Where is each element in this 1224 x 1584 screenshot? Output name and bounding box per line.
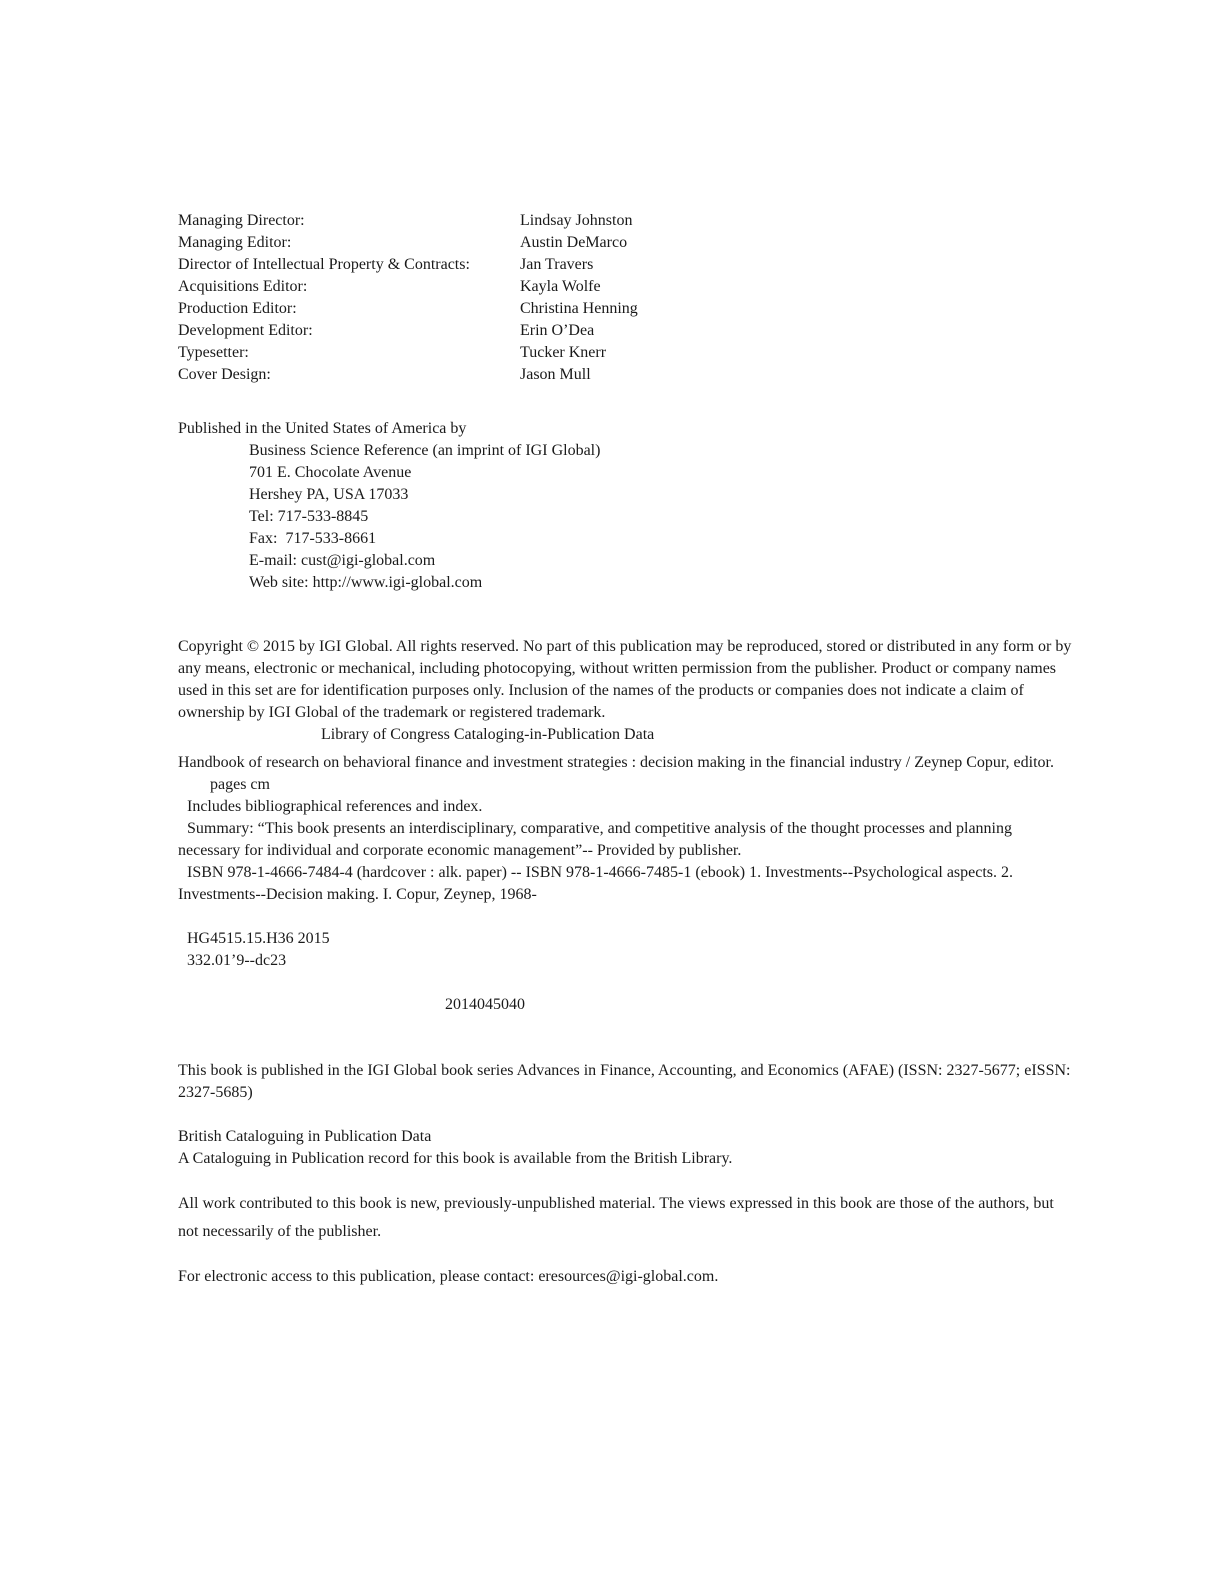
staff-name: Erin O’Dea [520,322,595,339]
staff-credits [178,210,1078,386]
lc-classification: HG4515.15.H36 2015 [187,930,330,947]
staff-name: Christina Henning [520,300,638,317]
cip-summary: Summary: “This book presents an interdisciplinary, comparative, and competitive analysis of the thought processes and planning necessary for individual and corporate economic management”-- Provided by publisher. [178,820,1012,859]
lccn-number: 2014045040 [445,996,525,1013]
publisher-city: Hershey PA, USA 17033 [249,486,409,503]
staff-role: Production Editor: [178,300,297,317]
british-cip [178,1126,1078,1170]
staff-name: Jason Mull [520,366,591,383]
staff-role: Cover Design: [178,366,271,383]
cip-isbn: ISBN 978-1-4666-7484-4 (hardcover : alk. paper) -- ISBN 978-1-4666-7485-1 (ebook) 1. Investments--Psychological aspects. 2. Investments--Decision making. I. Copur, Zeynep, 1968- [178,864,1014,903]
staff-name: Kayla Wolfe [520,278,601,295]
publisher-fax: Fax: 717-533-8661 [249,530,377,547]
staff-name: Austin DeMarco [520,234,628,251]
classification-numbers [178,928,1078,972]
staff-name: Tucker Knerr [520,344,607,361]
staff-role: Managing Editor: [178,234,292,251]
publisher-imprint: Business Science Reference (an imprint of IGI Global) [249,442,601,459]
loc-cip-heading: Library of Congress Cataloging-in-Publication Data [321,726,655,743]
publisher-address [178,440,1078,594]
copyright-text: Copyright © 2015 by IGI Global. All rights reserved. No part of this publication may be reproduced, stored or distributed in any form or by any means, electronic or mechanical, including photocopying, without written permission from the publisher. Product or company names used in this set are for identification purposes only. Inclusion of the names of the products or companies does not indicate a claim of ownership by IGI Global of the trademark or registered trademark. [178,638,1072,721]
publisher-street: 701 E. Chocolate Avenue [249,464,412,481]
staff-role: Managing Director: [178,212,305,229]
cip-title-line: Handbook of research on behavioral finance and investment strategies : decision making in the financial industry / Zeynep Copur, editor. [178,754,1054,771]
cip-record [178,752,1078,906]
publisher-email: E-mail: cust@igi-global.com [249,552,436,569]
series-statement: This book is published in the IGI Global book series Advances in Finance, Accounting, and Economics (AFAE) (ISSN: 2327-5677; eISSN: 2327-5685) [178,1062,1071,1101]
staff-role: Acquisitions Editor: [178,278,308,295]
publisher-website: Web site: http://www.igi-global.com [249,574,483,591]
publisher-block [178,418,1078,594]
work-statement: All work contributed to this book is new, previously-unpublished material. The views expressed in this book are those of the authors, but not necessarily of the publisher. [178,1195,1054,1240]
british-cip-text: A Cataloguing in Publication record for this book is available from the British Library. [178,1150,733,1167]
publisher-intro: Published in the United States of America by [178,420,467,437]
electronic-access: For electronic access to this publication, please contact: eresources@igi-global.com. [178,1268,719,1285]
publisher-tel: Tel: 717-533-8845 [249,508,369,525]
copyright-notice [178,636,1078,746]
dewey-classification: 332.01’9--dc23 [187,952,287,969]
staff-name: Lindsay Johnston [520,212,633,229]
staff-role: Director of Intellectual Property & Contracts: [178,256,470,273]
cip-pages: pages cm [210,776,270,793]
staff-name: Jan Travers [520,256,594,273]
staff-role: Typesetter: [178,344,249,361]
copyright-page [178,210,1078,1288]
cip-bibliography: Includes bibliographical references and index. [187,798,483,815]
british-cip-heading: British Cataloguing in Publication Data [178,1128,432,1145]
staff-role: Development Editor: [178,322,313,339]
